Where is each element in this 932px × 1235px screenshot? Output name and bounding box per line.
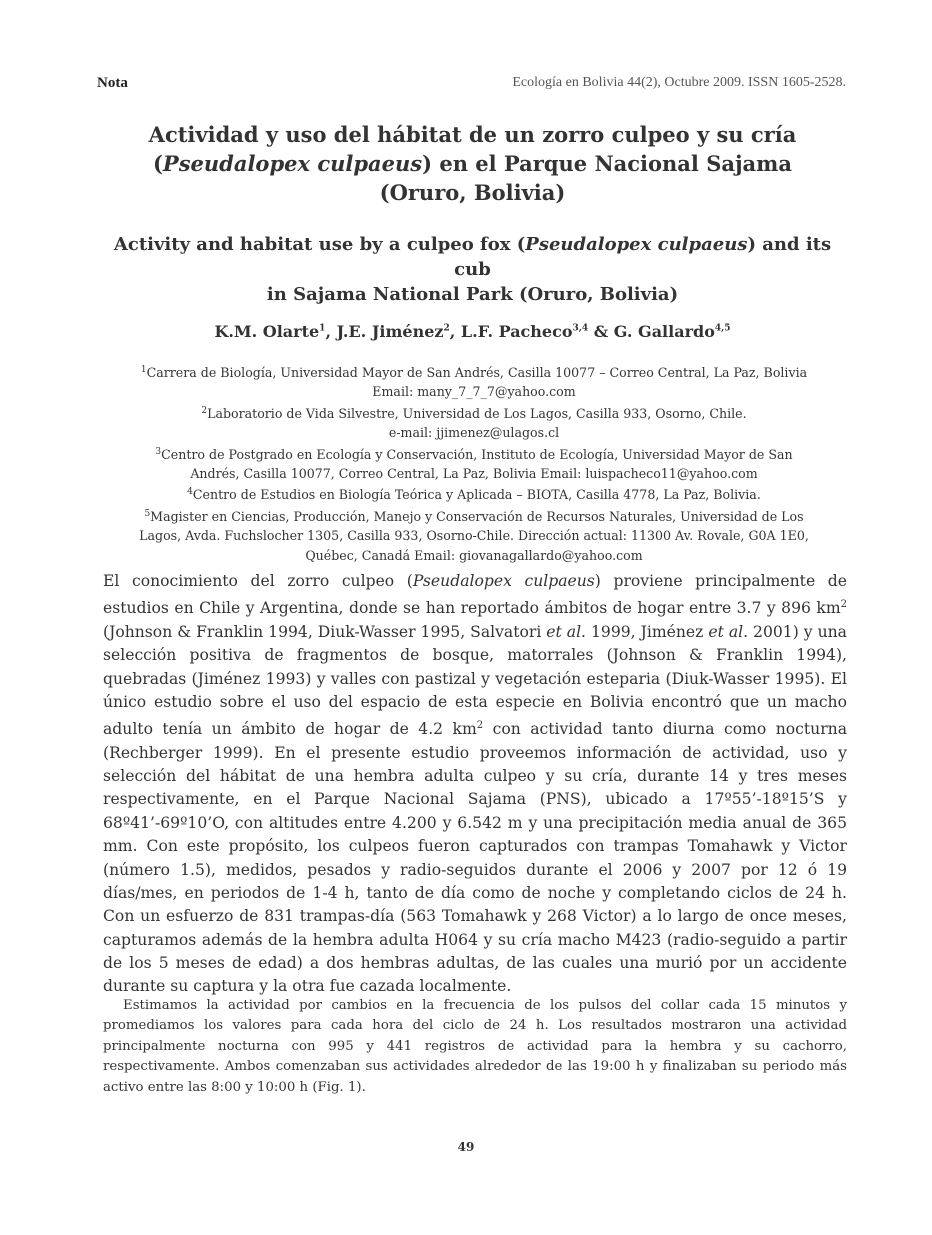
affiliation-5: $^5$Magister en Ciencias, Producción, Manejo y Conservación de Recursos Naturales, Universidad de Los Lagos, Avda. Fuchslocher 1305, Casilla 933, Osorno-Chile. Dirección actual: 11300 Av. Rovale, G0A 1E0, Québec, Canadá Email: giovanagallardo@yahoo.com (139, 508, 809, 563)
affiliation-4: $^4$Centro de Estudios en Biología Teórica y Aplicada – BIOTA, Casilla 4778, La Paz, Bolivia. (187, 487, 761, 503)
affiliation-1: $^1$Carrera de Biología, Universidad Mayor de San Andrés, Casilla 10077 – Correo Central, La Paz, Bolivia Email: many_7_7_7@yahoo.com (140, 365, 808, 400)
title-es-species: Pseudalopex culpaeus (162, 151, 423, 176)
page-number: 49 (457, 1140, 475, 1154)
title-english: Activity and habitat use by a culpeo fox (Pseudalopex culpaeus) and its cub in Sajama National Park (Oruro, Bolivia) (113, 234, 832, 305)
section-label: Nota (97, 75, 128, 91)
title-en-line2: in Sajama National Park (Oruro, Bolivia) (266, 284, 679, 305)
affiliation-2: $^2$Laboratorio de Vida Silvestre, Universidad de Los Lagos, Casilla 933, Osorno, Chile. e-mail: jjimenez@ulagos.cl (201, 405, 747, 441)
title-es-line3: (Oruro, Bolivia) (379, 180, 566, 205)
title-en-species: Pseudalopex culpaeus (525, 234, 748, 255)
title-es-line1: Actividad y uso del hábitat de un zorro culpeo y su cría (148, 122, 797, 147)
body-paragraph-2: Estimamos la actividad por cambios en la frecuencia de los pulsos del collar cada 15 minutos y promediamos los valores para cada hora del ciclo de 24 h. Los resultados mostraron una actividad principalmente nocturna con 995 y 441 registros de actividad para la hembra y su cachorro, respectivamente. Ambos comenzaban sus actividades alrededor de las 19:00 h y finalizaban su periodo más activo entre las 8:00 y 10:00 h (Fig. 1). (103, 998, 847, 1095)
author-list: K.M. Olarte$^1$, J.E. Jiménez$^2$, L.F. Pacheco$^{3,4}$ & G. Gallardo$^{4,5}$ (214, 322, 731, 341)
affiliation-3: $^3$Centro de Postgrado en Ecología y Conservación, Instituto de Ecología, Universidad Mayor de San Andrés, Casilla 10077, Correo Central, La Paz, Bolivia Email: luispacheco11@yahoo.com (155, 446, 793, 482)
body-paragraph-1: El conocimiento del zorro culpeo (Pseudalopex culpaeus) proviene principalmente de estudios en Chile y Argentina, donde se han reportado ámbitos de hogar entre 3.7 y 896 $km^2$ (Johnson & Franklin 1994, Diuk-Wasser 1995, Salvatori et al. 1999, Jiménez et al. 2001) y una selección positiva de fragmentos de bosque, matorrales (Johnson & Franklin 1994), quebradas (Jiménez 1993) y valles con pastizal y vegetación esteparia (Diuk-Wasser 1995). El único estudio sobre el uso del espacio de esta especie en Bolivia encontró que un macho adulto tenía un ámbito de hogar de 4.2 $km^2$ con actividad tanto diurna como nocturna (Rechberger 1999). En el presente estudio proveemos información de actividad, uso y selección del hábitat de una hembra adulta culpeo y su cría, durante 14 y tres meses respectivamente, en el Parque Nacional Sajama (PNS), ubicado a 17º55’-18º15’S y 68º41’-69º10’O, con altitudes entre 4.200 y 6.542 m y una precipitación media anual de 365 mm. Con este propósito, los culpeos fueron capturados con trampas Tomahawk y Victor (número 1.5), medidos, pesados y radio-seguidos durante el 2006 y 2007 por 12 ó 19 días/mes, en periodos de 1-4 h, tanto de día como de noche y completando ciclos de 24 h. Con un esfuerzo de 831 trampas-día (563 Tomahawk y 268 Victor) a lo largo de once meses, capturamos además de la hembra adulta H064 y su cría macho M423 (radio-seguido a partir de los 5 meses de edad) a dos hembras adultas, de las cuales una murió por un accidente durante su captura y la otra fue cazada localmente. (103, 572, 847, 996)
affiliations (104, 361, 844, 565)
running-head (97, 75, 846, 97)
journal-citation: Ecología en Bolivia 44(2), Octubre 2009. ISSN 1605-2528. (512, 75, 846, 90)
title-spanish: Actividad y uso del hábitat de un zorro culpeo y su cría (Pseudalopex culpaeus) en el Parque Nacional Sajama (Oruro, Bolivia) (148, 122, 797, 205)
